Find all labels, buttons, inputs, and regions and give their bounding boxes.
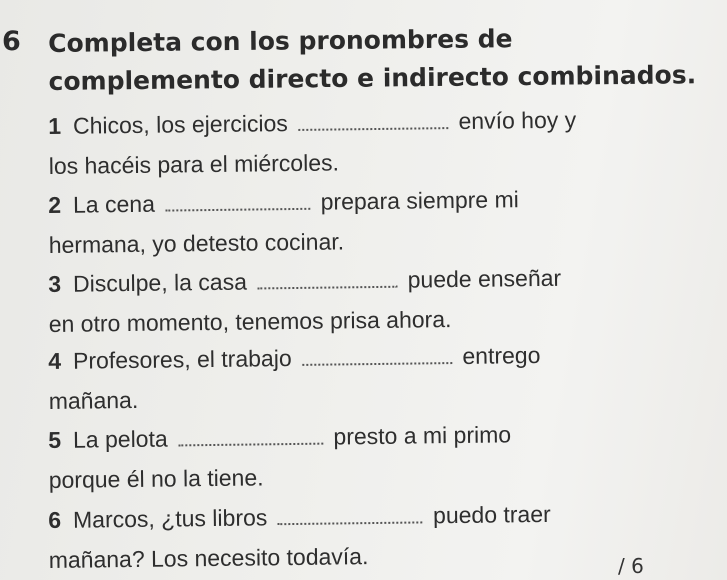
answer-blank[interactable]: [302, 361, 452, 366]
exercise-item-3: [48, 258, 562, 344]
item-number: 5: [48, 426, 62, 453]
item-line-1: [48, 100, 576, 146]
answer-blank[interactable]: [165, 207, 310, 212]
item-number: 4: [48, 347, 62, 374]
item-text-after: entrego: [462, 341, 541, 369]
item-text-before: La pelota: [72, 425, 168, 453]
title-line-1: Completa con los pronombres de: [48, 24, 513, 58]
answer-blank[interactable]: [257, 285, 397, 290]
item-text-before: Disculpe, la casa: [72, 268, 248, 297]
item-text-after: prepara siempre mi: [320, 186, 519, 215]
item-line-1: [48, 335, 541, 381]
item-line-2: los hacéis para el miércoles.: [48, 149, 340, 179]
exercise-item-1: [48, 100, 577, 186]
item-text-before: Marcos, ¿tus libros: [72, 504, 268, 533]
item-line-2: hermana, yo detesto cocinar.: [48, 228, 345, 258]
item-text-after: envío hoy y: [458, 106, 577, 134]
item-text-before: Profesores, el trabajo: [72, 345, 292, 374]
item-number: 1: [48, 112, 62, 139]
item-number: 2: [48, 191, 62, 218]
score-total: / 6: [618, 554, 644, 578]
item-line-1: [48, 258, 561, 304]
item-line-2: en otro momento, tenemos prisa ahora.: [48, 306, 452, 337]
item-text-after: puedo traer: [432, 500, 551, 529]
answer-blank[interactable]: [278, 520, 423, 525]
exercise-item-2: [48, 179, 520, 265]
item-line-1: [48, 494, 551, 540]
item-text-after: presto a mi primo: [333, 421, 512, 450]
item-line-1: [48, 179, 519, 225]
item-line-2: porque él no la tiene.: [48, 464, 264, 493]
item-line-1: [48, 414, 511, 460]
exercise-item-4: [48, 335, 541, 421]
item-text-after: puede enseñar: [407, 264, 562, 293]
item-number: 3: [48, 270, 62, 297]
answer-blank[interactable]: [178, 442, 323, 447]
exercise-title: [48, 18, 696, 101]
exercise-number: 6: [2, 26, 21, 57]
title-line-2: complemento directo e indirecto combinados.: [48, 60, 697, 96]
item-line-2: mañana.: [48, 386, 139, 414]
exercise-item-5: [48, 414, 512, 500]
exercise-item-6: [48, 494, 551, 580]
item-line-2: mañana? Los necesito todavía.: [48, 543, 369, 573]
item-number: 6: [48, 506, 62, 533]
item-text-before: Chicos, los ejercicios: [72, 110, 288, 139]
item-text-before: La cena: [72, 190, 156, 218]
answer-blank[interactable]: [298, 126, 448, 131]
